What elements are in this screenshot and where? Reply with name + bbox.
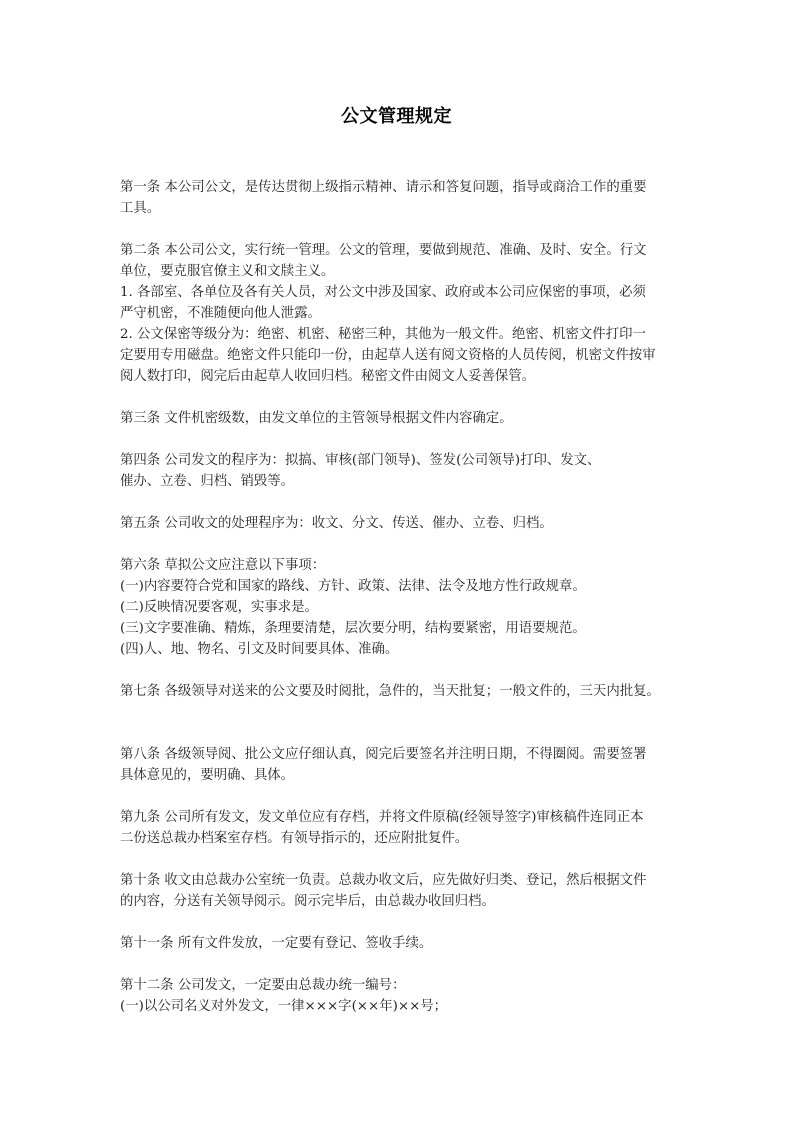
text-line: 的内容，分送有关领导阅示。阅示完毕后，由总裁办收回归档。: [120, 894, 495, 909]
text-line: (一)内容要符合党和国家的路线、方针、政策、法律、法令及地方性行政规章。: [120, 579, 586, 594]
article-11: [120, 933, 676, 954]
article-12: [120, 975, 676, 1017]
text-line: 第九条 公司所有发文，发文单位应有存档，并将文件原稿(经领导签字)审核稿件连同正本: [120, 810, 644, 825]
text-line: 严守机密，不准随便向他人泄露。: [120, 306, 321, 321]
article-8: [120, 744, 676, 786]
text-line: (四)人、地、物名、引文及时间要具体、准确。: [120, 642, 399, 657]
text-line: 具体意见的，要明确、具体。: [120, 768, 295, 783]
text-line: 阅人数打印，阅完后由起草人收回归档。秘密文件由阅文人妥善保管。: [120, 369, 536, 384]
article-9: [120, 807, 676, 849]
article-6: [120, 555, 676, 660]
text-line: (三)文字要准确、精炼，条理要清楚，层次要分明，结构要紧密，用语要规范。: [120, 621, 586, 636]
article-5: [120, 513, 676, 534]
text-line: 第八条 各级领导阅、批公文应仔细认真，阅完后要签名并注明日期，不得圈阅。需要签署: [120, 747, 647, 762]
article-4: [120, 450, 676, 492]
text-line: 第一条 本公司公文，是传达贯彻上级指示精神、请示和答复问题，指导或商洽工作的重要: [120, 180, 647, 195]
text-line: 第五条 公司收文的处理程序为：收文、分文、传送、催办、立卷、归档。: [120, 516, 553, 531]
text-line: 2. 公文保密等级分为：绝密、机密、秘密三种，其他为一般文件。绝密、机密文件打印一: [120, 327, 646, 342]
text-line: 第十二条 公司发文，一定要由总裁办统一编号：: [120, 978, 406, 993]
text-line: 第十一条 所有文件发放，一定要有登记、签收手续。: [120, 936, 433, 951]
article-2: [120, 240, 676, 387]
document-title: 公文管理规定: [341, 106, 452, 127]
text-line: 第二条 本公司公文，实行统一管理。公文的管理，要做到规范、准确、及时、安全。行文: [120, 243, 647, 258]
text-line: (二)反映情况要客观，实事求是。: [120, 600, 318, 615]
article-1: [120, 177, 676, 219]
text-line: 催办、立卷、归档、销毁等。: [120, 474, 295, 489]
text-line: 定要用专用磁盘。绝密文件只能印一份，由起草人送有阅文资格的人员传阅，机密文件按审: [120, 348, 656, 363]
text-line: 第十条 收文由总裁办公室统一负责。总裁办收文后，应先做好归类、登记，然后根据文件: [120, 873, 647, 888]
article-10: [120, 870, 676, 912]
text-line: 单位，要克服官僚主义和文牍主义。: [120, 264, 335, 279]
text-line: 1. 各部室、各单位及各有关人员，对公文中涉及国家、政府或本公司应保密的事项，必须: [120, 285, 646, 300]
text-line: 第七条 各级领导对送来的公文要及时阅批，急件的，当天批复；一般文件的，三天内批复。: [120, 684, 660, 699]
document-body: [120, 177, 676, 1017]
article-7: [120, 681, 676, 702]
text-line: (一)以公司名义对外发文，一律×××字(××年)××号；: [120, 999, 448, 1014]
text-line: 工具。: [120, 201, 161, 216]
text-line: 第四条 公司发文的程序为：拟搞、审核(部门领导)、签发(公司领导)打印、发文、: [120, 453, 601, 468]
text-line: 第六条 草拟公文应注意以下事项：: [120, 558, 326, 573]
text-line: 第三条 文件机密级数，由发文单位的主管领导根据文件内容确定。: [120, 411, 513, 426]
text-line: 二份送总裁办档案室存档。有领导指示的，还应附批复件。: [120, 831, 469, 846]
article-3: [120, 408, 676, 429]
